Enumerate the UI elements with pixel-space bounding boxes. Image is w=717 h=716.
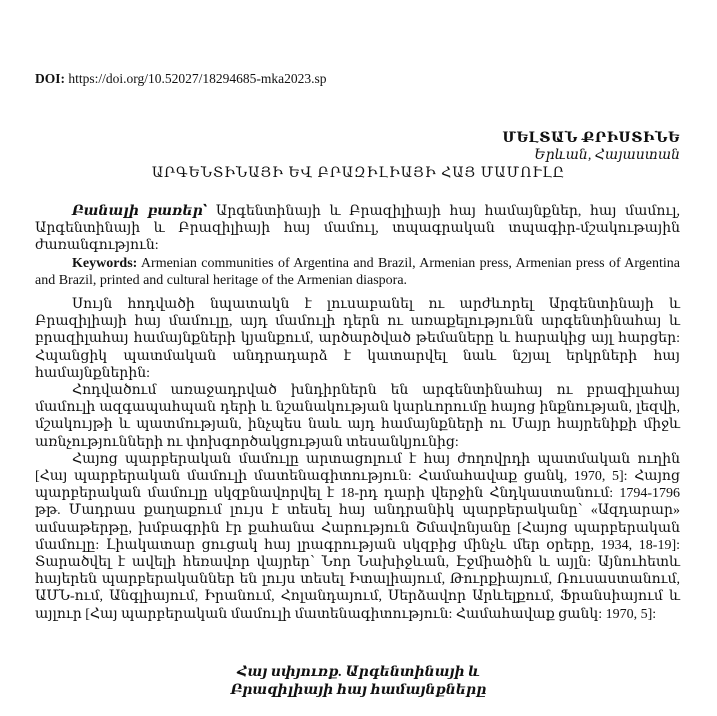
doi-label: DOI: [35, 71, 65, 86]
author-block [502, 130, 680, 164]
keywords-block [35, 203, 680, 289]
doi-line [35, 71, 327, 87]
author-name: ՄԵԼՏԱՆ ՔՐԻՍՏԻՆԵ [502, 131, 680, 146]
section-heading [0, 664, 717, 700]
keywords-en-text: Armenian communities of Argentina and Brazil, Armenian press, Armenian press of Argentina and Brazil, printed and cultural heritage of the Armenian diaspora. [35, 255, 680, 288]
section-heading-line1: Հայ սփյուռք. Արգենտինայի և [237, 665, 480, 680]
keywords-en [35, 255, 680, 289]
article-title: ԱՐԳԵՆՏԻՆԱՅԻ ԵՎ ԲՐԱԶԻԼԻԱՅԻ ՀԱՅ ՄԱՄՈՒԼԸ [151, 166, 566, 181]
section-heading-line2: Բրազիլիայի հայ համայնքները [230, 683, 487, 698]
author-place: Երևան, Հայաստան [534, 148, 680, 163]
body-text [35, 296, 680, 623]
body-paragraph: Սույն հոդվածի նպատակն է լուսաբանել ու արժևորել Արգենտինայի և Բրազիլիայի հայ մամուլը, այդ մամուլի դերն ու առաքելությունն արգենտինահայ և բրազիլահայ համայնքների կյանքում, արծարծված թեմաները և հարակից այլ հարցեր: Հպանցիկ պատմական անդրադարձ է կատարվել նաև նշյալ երկրների հայ համայնքներին: [35, 297, 680, 381]
keywords-hy-label: Բանալի բառեր՝ [72, 204, 208, 219]
body-paragraph: Հայոց պարբերական մամուլը արտացոլում է հայ ժողովրդի պատմական ուղին [Հայ պարբերական մամուլի մատենագիտություն: Համահավաք ցանկ, 1970, 5]: Հայոց պարբերական մամուլը սկզբնավորվել է 18-րդ դարի վերջին Հնդկաստանում: 1794-1796 թթ. Մադրաս քաղաքում լույս է տեսել հայ անդրանիկ պարբերականը՝ «Ազդարար» ամսաթերթը, խմբագրին էր քահանա Հարություն Շմավոնյանը [Հայոց պարբերական մամուլը: Լիակատար ցուցակ հայ լրագրության սկզբից մինչև մեր օրերը, 1934, 18-19]: Տարածվել է ավելի հեռավոր վայրեր՝ Նոր Նախիջևան, Էջմիածին և այլն: Այնուհետև հայերեն պարբերականներ են լույս տեսել Իտալիայում, Թուրքիայում, Ռուսաստանում, ԱՄՆ-ում, Անգլիայում, Իրանում, Հոլանդայում, Սերձավոր Արևելքում, Ֆրանսիայում և այլուր [Հայ պարբերական մամուլի մատենագիտություն: Համահավաք ցանկ: 1970, 5]: [35, 451, 680, 622]
keywords-hy [35, 203, 680, 255]
body-paragraph: Հոդվածում առաջադրված խնդիրներն են արգենտինահայ ու բրազիլահայ մամուլի ազգապահպան դերի և նշանակության կարևորումը հայոց ինքնության, լեզվի, մշակույթի և պատմության, ինչպես նաև այդ համայնքների ու Մայր հայրենիքի միջև առնչությունների ու փոխգործակցության տեսանկյունից: [35, 383, 680, 450]
keywords-en-label: Keywords: [72, 255, 138, 271]
keywords-hy-text: Արգենտինայի և Բրազիլիայի հայ համայնքներ, հայ մամուլ, Արգենտինայի և Բրազիլիայի հայ մամուլ, տպագրական տպագիր-մշակութային ժառանգություն: [35, 204, 680, 254]
doi-link[interactable]: https://doi.org/10.52027/18294685-mka2023.sp [65, 71, 327, 86]
